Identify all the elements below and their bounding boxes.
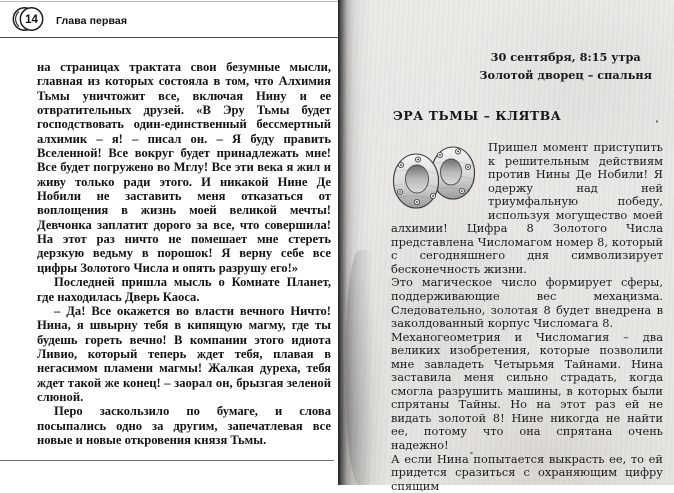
footer-rule xyxy=(0,460,334,461)
chapter-header xyxy=(11,6,127,36)
chapter-title: Глава первая xyxy=(56,15,128,27)
paragraph: Пришел момент приступить к решительным действиям против Нины Де Нобили! Я одержу над ней триумфальную победу, используя могущество моей алхимии! Цифра 8 Золотого Числа представлена Числомагом номер 8, который с сегодняшнего дня символизирует бесконечность жизни. xyxy=(391,140,663,276)
svg-text:14: 14 xyxy=(25,13,38,26)
right-page-text xyxy=(391,141,663,493)
right-page xyxy=(338,0,674,493)
paragraph: на страницах трактата свои безумные мысли, главная из которых состояла в том, что Алхимия Тьмы уничтожит все, включая Нину и ее отвратительных друзей. «В Эру Тьмы будет господствовать один-единственный бессмертный алхимик – я! – писал он. – Я буду править Вселенной! Все вокруг будет принадлежать мне! Все будет погружено во Мглу! Все эти века я жил и живу только ради этого. И никакой Нине Де Нобили не заставить меня отказаться от воплощения в жизнь моей великой мечты! Девчонка заплатит дорого за все, что совершила! На этот раз ничто не помешает мне стереть дерзкую ведьму в порошок! Я верну себе все цифры Золотого Числа и опять разрушу его!» xyxy=(37,60,331,275)
linked-metal-discs-figure-8-icon xyxy=(391,142,479,212)
paragraph: Механогеометрия и Числомагия – два великих изобретения, которые позволили мне завладеть Четырьмя Тайнами. Нина заставила меня сильно страдать, когда смогла разрушить машины, в которых были спрятаны Тайны. Но на этот раз ей не видать золотой 8! Нине никогда не найти ее, потому что она спрятана очень надежно! xyxy=(391,329,663,453)
page-gutter-shadow xyxy=(338,0,372,485)
header-rule xyxy=(0,37,339,38)
page-top-edge xyxy=(0,1,338,2)
dateline xyxy=(479,49,652,84)
page-number-emblem-icon xyxy=(11,3,47,40)
paragraph: Это магическое число формирует сферы, поддерживающие вес механизма. Следовательно, золотая 8 будет внедрена в заколдованный корпус Числомага 8. xyxy=(391,275,663,331)
dateline-place: Золотой дворец – спальня xyxy=(479,67,652,82)
paper-speck xyxy=(656,120,658,123)
paragraph: Перо заскользило по бумаге, и слова посыпались одно за другим, запечатлевая все новые и новые откровения князя Тьмы. xyxy=(37,404,331,447)
left-page xyxy=(0,0,341,485)
left-page-text xyxy=(37,60,331,447)
page-gutter-shadow-lower xyxy=(346,250,380,485)
section-title: ЭРА ТЬМЫ – КЛЯТВА xyxy=(393,108,562,123)
paragraph: А если Нина попытается выкрасть ее, то ей придется сразиться с охраняющим цифру спящим xyxy=(391,451,663,493)
dateline-time: 30 сентября, 8:15 утра xyxy=(490,50,641,64)
paragraph: Последней пришла мысль о Комнате Планет, где находилась Дверь Каоса. xyxy=(37,275,331,304)
paragraph: – Да! Все окажется во власти вечного Ничто! Нина, я швырну тебя в кипящую магму, где ты будешь гореть вечно! В компании этого идиота Ливио, который теперь ждет тебя, плавая в негасимом пламени магмы! Жалкая дуреха, тебя ждет такой же конец! – заорал он, брызгая зеленой слюной. xyxy=(37,303,331,404)
